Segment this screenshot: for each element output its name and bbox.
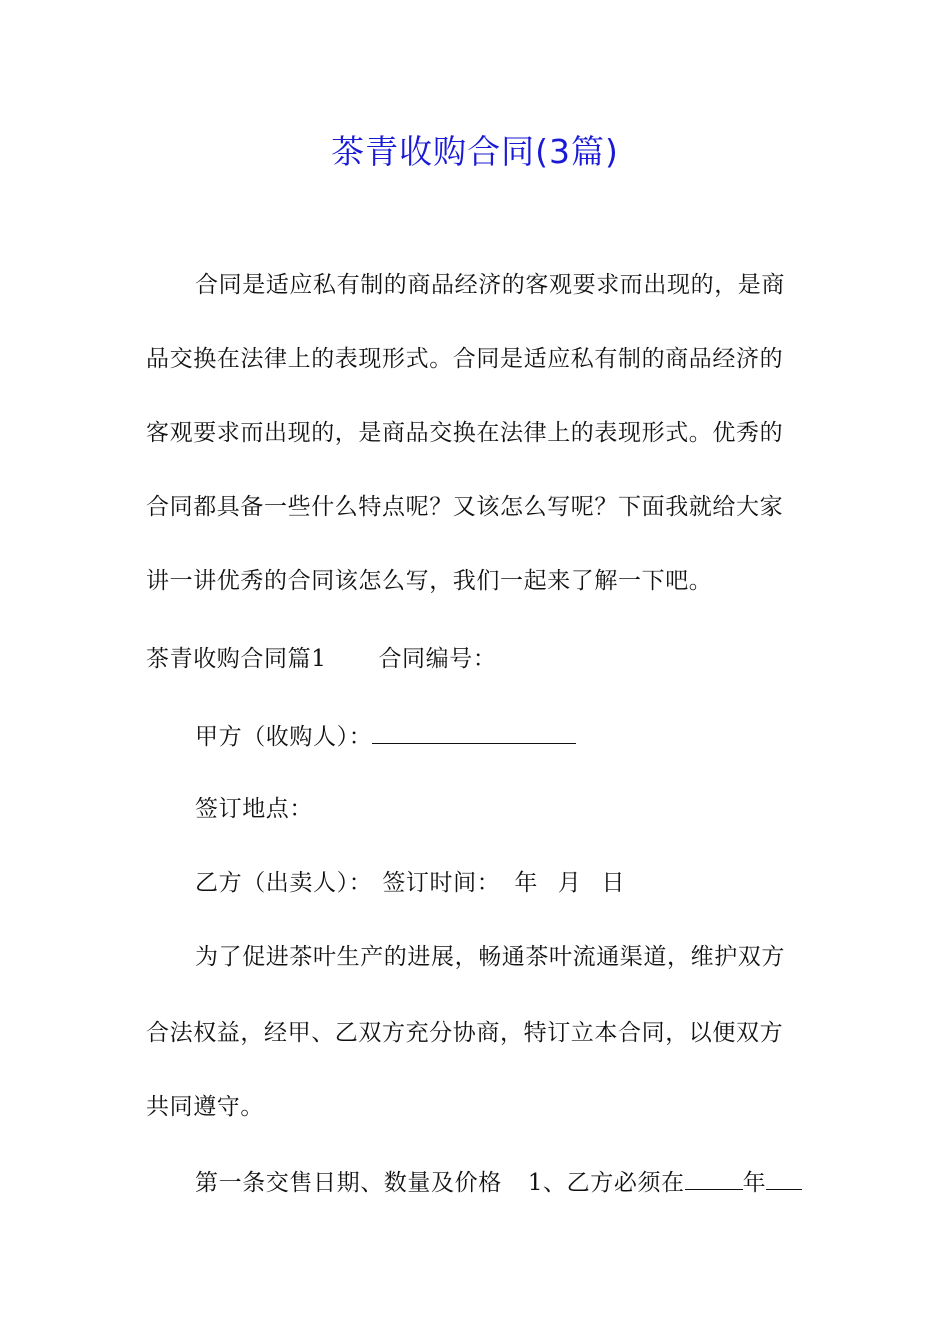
date-year: 年 [514, 870, 538, 896]
section-heading-row [146, 642, 496, 676]
party-a-row [195, 720, 576, 754]
intro-line-3: 客观要求而出现的，是商品交换在法律上的表现形式。优秀的 [146, 420, 784, 446]
preamble-line-1: 为了促进茶叶生产的进展，畅通茶叶流通渠道，维护双方 [195, 944, 785, 970]
preamble-line-3: 共同遵守。 [146, 1094, 264, 1120]
intro-line-5: 讲一讲优秀的合同该怎么写，我们一起来了解一下吧。 [146, 568, 713, 594]
month-blank [766, 1167, 802, 1190]
article-one-title: 第一条交售日期、数量及价格 [195, 1170, 502, 1196]
date-day: 日 [601, 870, 626, 896]
document-title: 茶青收购合同(3篇) [331, 132, 619, 171]
article-one-year: 年 [742, 1170, 767, 1196]
party-b-row [195, 866, 625, 900]
party-a-blank [372, 721, 576, 744]
signing-place-label: 签订地点： [195, 796, 313, 822]
year-blank [685, 1167, 743, 1190]
article-one-item: 1、乙方必须在 [527, 1170, 685, 1196]
party-b-label: 乙方（出卖人）： [195, 870, 373, 896]
intro-line-4: 合同都具备一些什么特点呢？又该怎么写呢？下面我就给大家 [146, 494, 784, 520]
intro-line-1: 合同是适应私有制的商品经济的客观要求而出现的，是商 [195, 272, 785, 298]
signing-time-label: 签订时间： [382, 870, 501, 896]
article-one-row [195, 1166, 802, 1200]
intro-line-2: 品交换在法律上的表现形式。合同是适应私有制的商品经济的 [146, 346, 784, 372]
party-a-label: 甲方（收购人）： [195, 724, 373, 750]
contract-number-label: 合同编号： [378, 646, 497, 672]
section-heading: 茶青收购合同篇1 [146, 646, 327, 672]
date-month: 月 [557, 870, 582, 896]
preamble-line-2: 合法权益，经甲、乙双方充分协商，特订立本合同，以便双方 [146, 1020, 784, 1046]
